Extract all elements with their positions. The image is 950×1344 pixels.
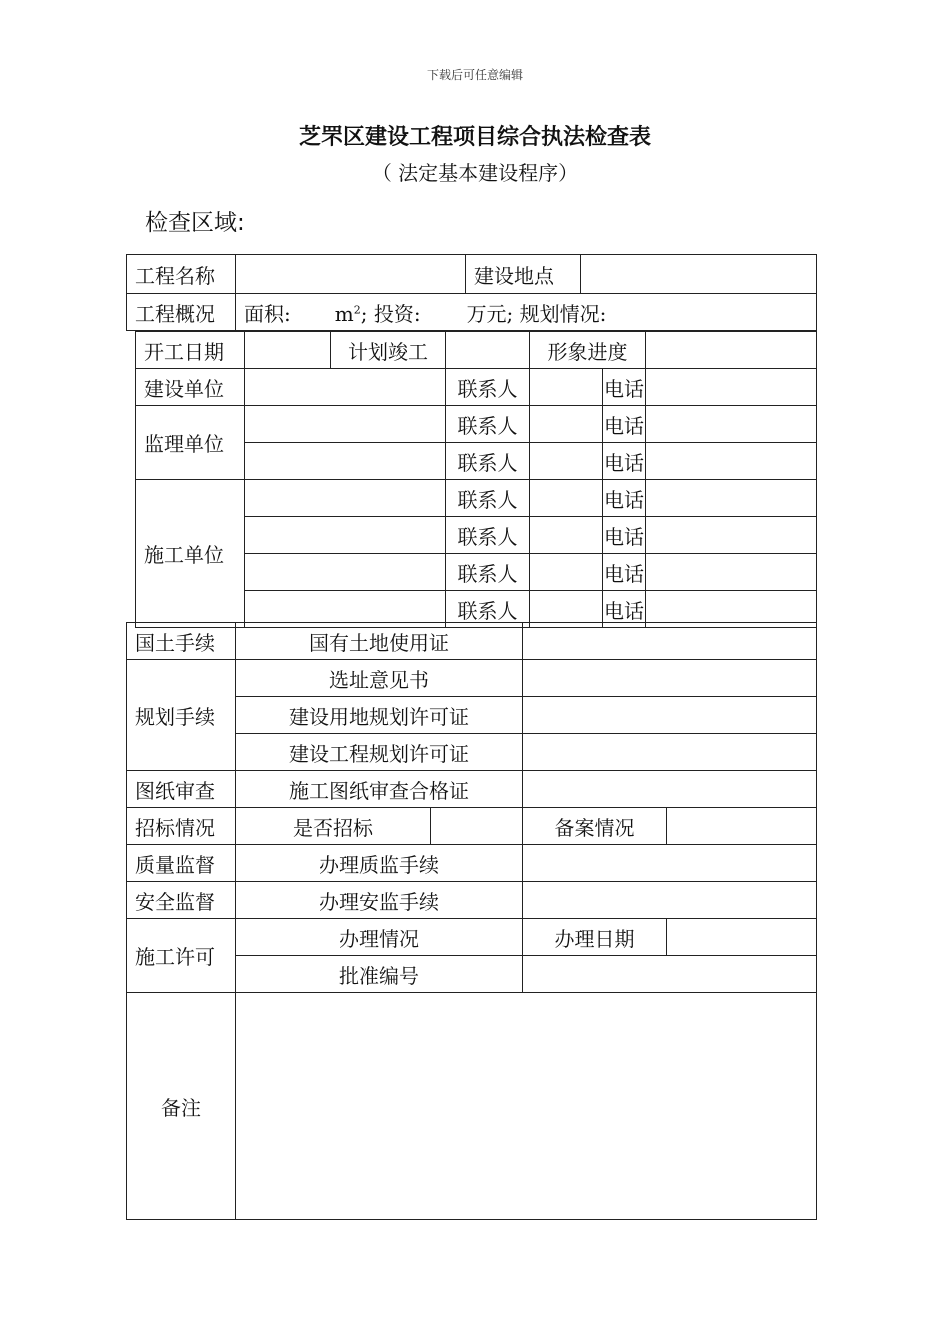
contact-label: 联系人 [446, 517, 530, 554]
phone-label: 电话 [603, 480, 646, 517]
phone-field[interactable] [646, 369, 817, 406]
contractor-label: 施工单位 [136, 480, 245, 628]
overview-field[interactable] [236, 294, 817, 331]
supervisor-field[interactable] [245, 406, 446, 443]
phone-label: 电话 [603, 443, 646, 480]
contractor-field[interactable] [245, 517, 446, 554]
phone-label: 电话 [603, 517, 646, 554]
contact-label: 联系人 [446, 443, 530, 480]
contact-label: 联系人 [446, 591, 530, 628]
header-note: 下载后可任意编辑 [426, 68, 523, 82]
permit-status-label: 办理情况 [236, 919, 523, 956]
bidding-label: 招标情况 [127, 808, 236, 845]
permit-number-field[interactable] [523, 956, 817, 993]
units-table [135, 331, 817, 628]
phone-field[interactable] [646, 480, 817, 517]
phone-label: 电话 [603, 591, 646, 628]
planned-completion-label: 计划竣工 [331, 332, 446, 369]
phone-field[interactable] [646, 406, 817, 443]
table-row [127, 993, 817, 1220]
project-info-table [126, 254, 817, 331]
table-row [127, 660, 817, 697]
form-title: 芝罘区建设工程项目综合执法检查表 [298, 125, 651, 150]
project-name-field[interactable] [236, 255, 466, 294]
inspection-region-label: 检查区域: [145, 210, 245, 236]
phone-field[interactable] [646, 554, 817, 591]
contractor-field[interactable] [245, 554, 446, 591]
drawing-review-label: 图纸审查 [127, 771, 236, 808]
table-row [127, 771, 817, 808]
table-row [136, 406, 817, 443]
engineering-permit-field[interactable] [523, 734, 817, 771]
land-use-permit-field[interactable] [523, 697, 817, 734]
planning-procedure-label: 规划手续 [127, 660, 236, 771]
site-selection-field[interactable] [523, 660, 817, 697]
contact-label: 联系人 [446, 480, 530, 517]
form-subtitle: （ 法定基本建设程序） [371, 161, 579, 185]
land-procedure-label: 国土手续 [127, 623, 236, 660]
supervisor-label: 监理单位 [136, 406, 245, 480]
planned-completion-field[interactable] [446, 332, 530, 369]
contact-label: 联系人 [446, 554, 530, 591]
safety-item-field[interactable] [523, 882, 817, 919]
table-row [127, 808, 817, 845]
start-date-field[interactable] [245, 332, 331, 369]
contact-field[interactable] [530, 443, 603, 480]
phone-label: 电话 [603, 554, 646, 591]
permit-number-label: 批准编号 [236, 956, 523, 993]
procedures-table [126, 622, 817, 1220]
table-row [127, 845, 817, 882]
table-row [127, 623, 817, 660]
supervisor-field[interactable] [245, 443, 446, 480]
table-row [136, 369, 817, 406]
progress-label: 形象进度 [530, 332, 646, 369]
start-date-label: 开工日期 [136, 332, 245, 369]
quality-item-label: 办理质监手续 [236, 845, 523, 882]
contact-field[interactable] [530, 554, 603, 591]
phone-label: 电话 [603, 406, 646, 443]
land-use-permit-label: 建设用地规划许可证 [236, 697, 523, 734]
construction-permit-label: 施工许可 [127, 919, 236, 993]
contractor-field[interactable] [245, 480, 446, 517]
contact-field[interactable] [530, 406, 603, 443]
area-unit: $m^2$ [334, 301, 361, 326]
site-selection-label: 选址意见书 [236, 660, 523, 697]
project-name-label: 工程名称 [127, 255, 236, 294]
contact-field[interactable] [530, 480, 603, 517]
permit-date-label: 办理日期 [523, 919, 667, 956]
investment-unit: 万元; 规划情况: [466, 301, 607, 326]
contact-field[interactable] [530, 517, 603, 554]
contact-label: 联系人 [446, 369, 530, 406]
table-row [127, 919, 817, 956]
filing-field[interactable] [667, 808, 817, 845]
table-row [127, 294, 817, 331]
table-row [136, 332, 817, 369]
overview-label: 工程概况 [127, 294, 236, 331]
engineering-permit-label: 建设工程规划许可证 [236, 734, 523, 771]
quality-supervision-label: 质量监督 [127, 845, 236, 882]
builder-field[interactable] [245, 369, 446, 406]
bidding-question-label: 是否招标 [236, 808, 431, 845]
remarks-label: 备注 [127, 993, 236, 1220]
table-row [127, 882, 817, 919]
land-cert-field[interactable] [523, 623, 817, 660]
phone-field[interactable] [646, 443, 817, 480]
area-label: 面积: [244, 301, 291, 326]
quality-item-field[interactable] [523, 845, 817, 882]
permit-date-field[interactable] [667, 919, 817, 956]
safety-item-label: 办理安监手续 [236, 882, 523, 919]
drawing-cert-label: 施工图纸审查合格证 [236, 771, 523, 808]
bidding-field[interactable] [431, 808, 523, 845]
phone-label: 电话 [603, 369, 646, 406]
builder-label: 建设单位 [136, 369, 245, 406]
table-row [136, 480, 817, 517]
investment-label: ; 投资: [360, 301, 421, 326]
safety-supervision-label: 安全监督 [127, 882, 236, 919]
progress-field[interactable] [646, 332, 817, 369]
land-cert-label: 国有土地使用证 [236, 623, 523, 660]
table-row [127, 255, 817, 294]
construction-site-field[interactable] [581, 255, 817, 294]
filing-label: 备案情况 [523, 808, 667, 845]
phone-field[interactable] [646, 517, 817, 554]
contact-field[interactable] [530, 369, 603, 406]
remarks-field[interactable] [236, 993, 817, 1220]
construction-site-label: 建设地点 [466, 255, 581, 294]
contact-label: 联系人 [446, 406, 530, 443]
drawing-cert-field[interactable] [523, 771, 817, 808]
